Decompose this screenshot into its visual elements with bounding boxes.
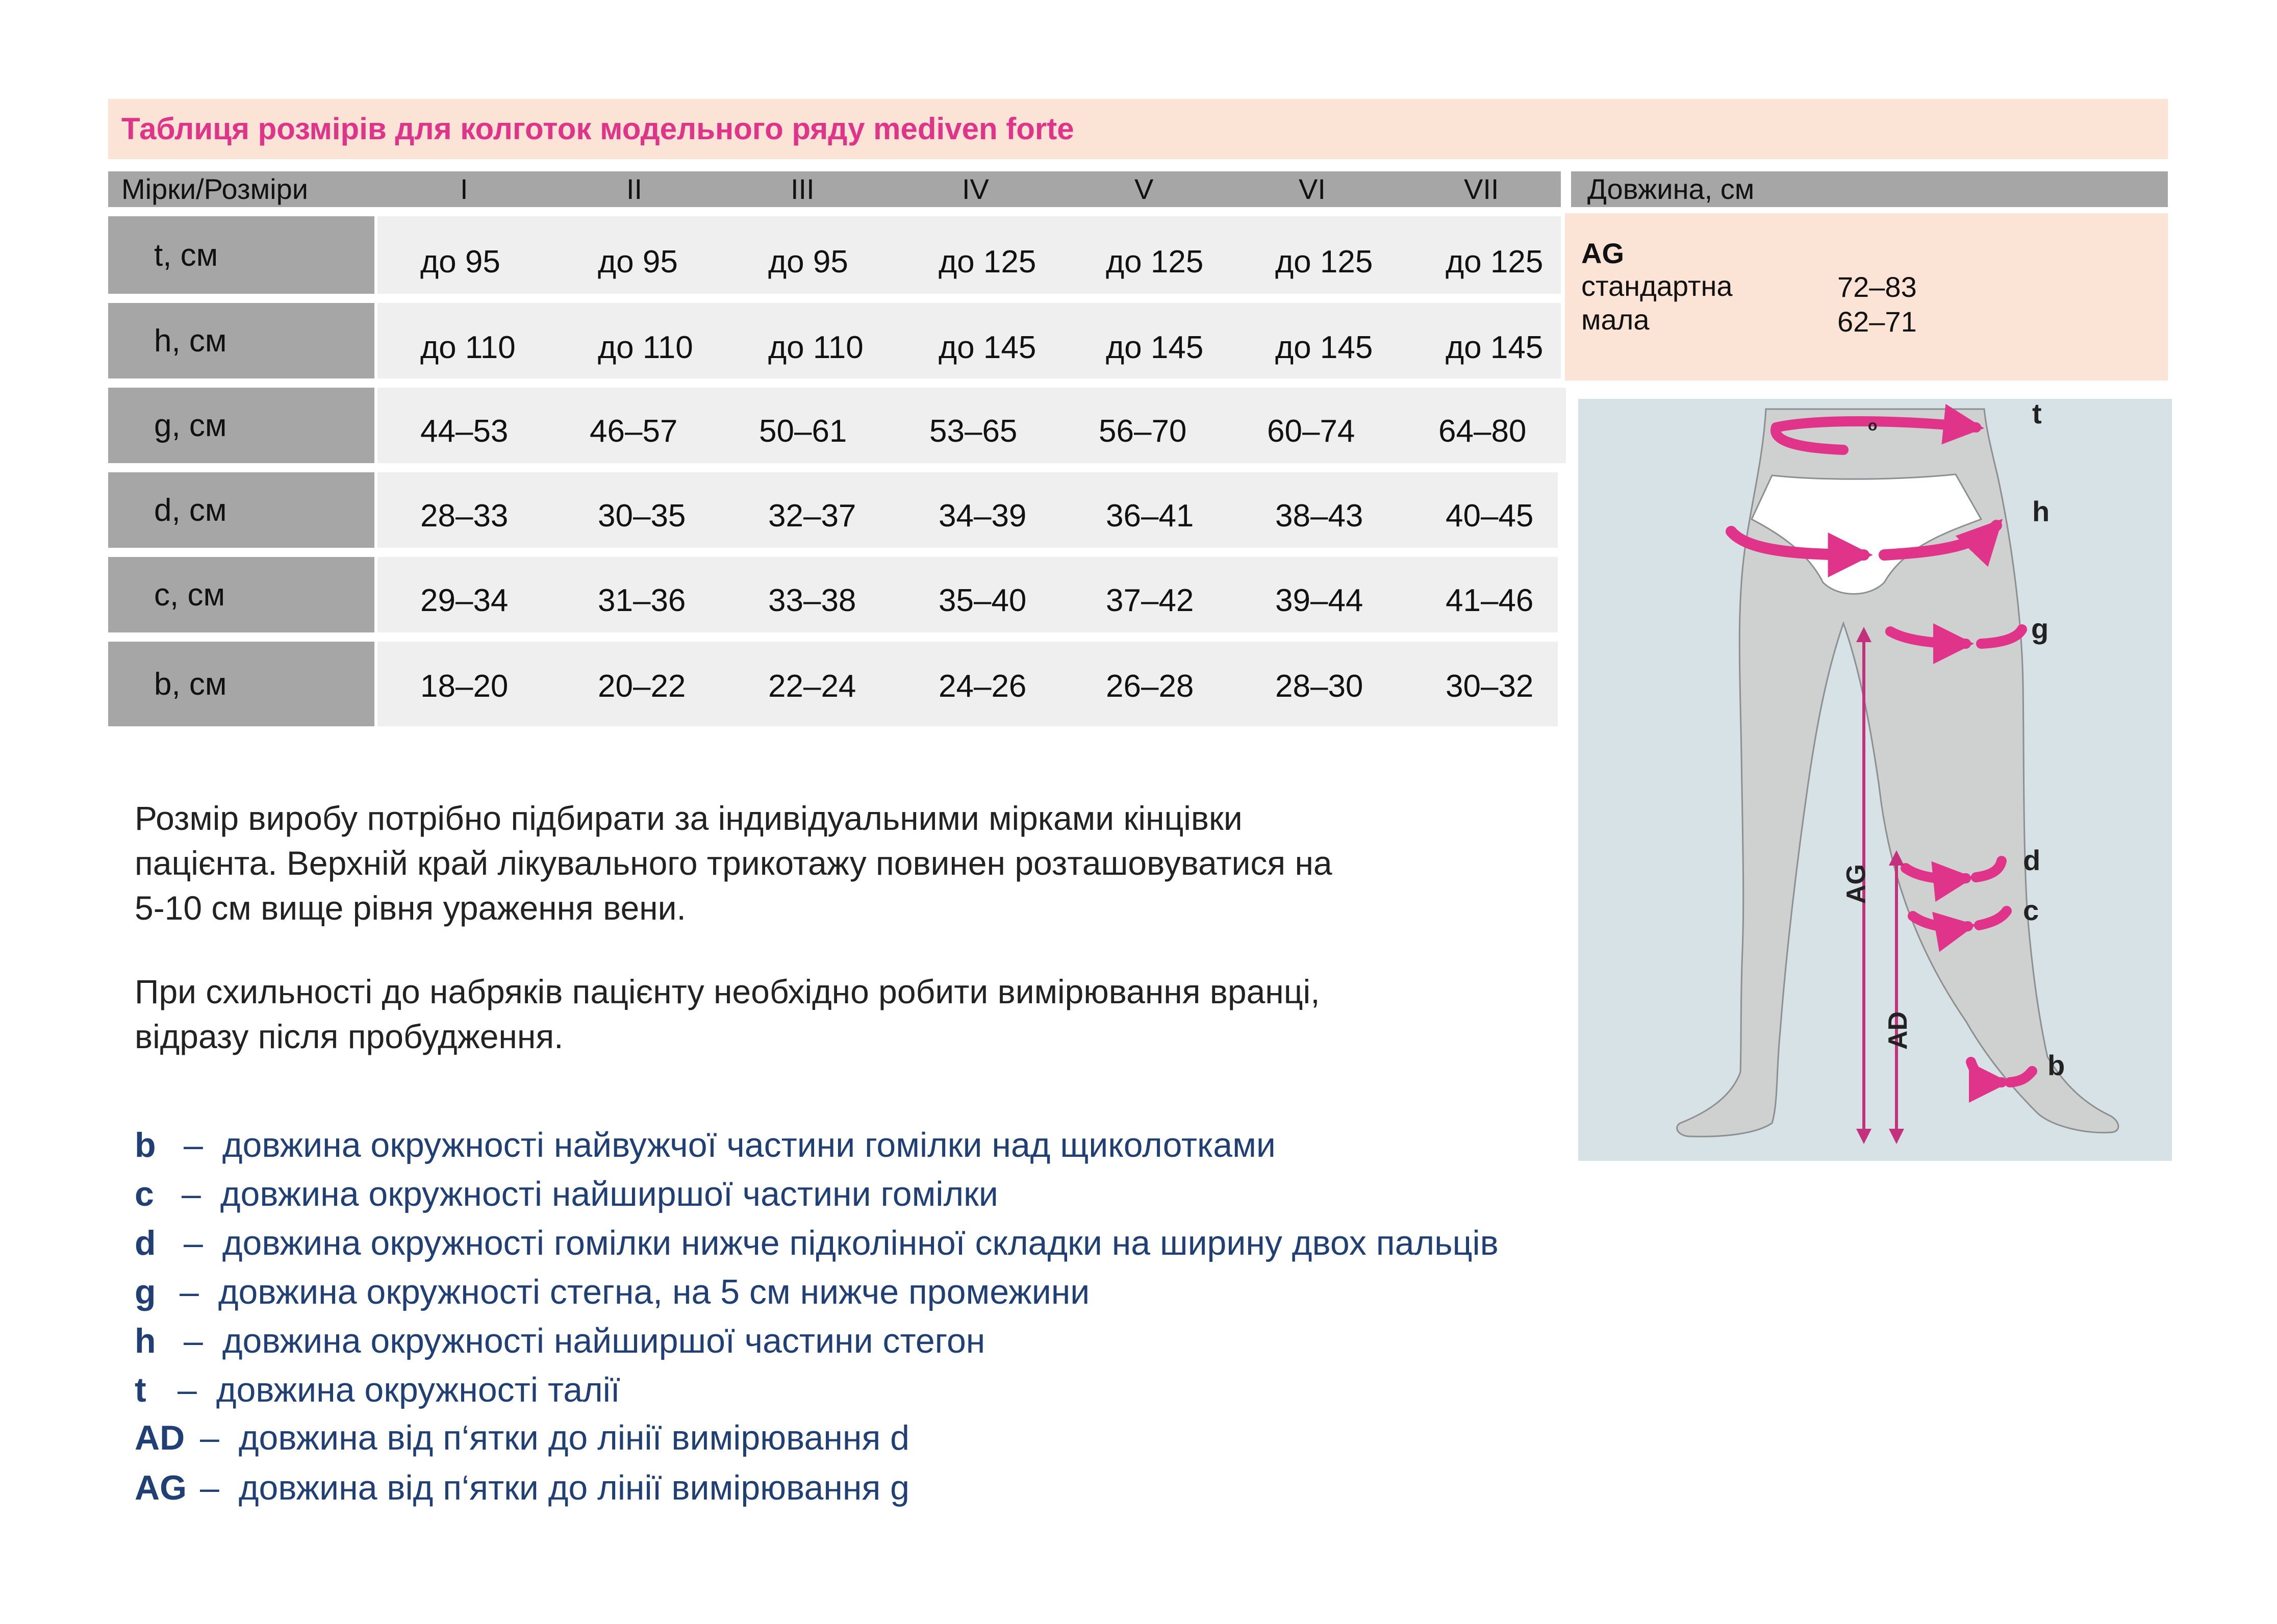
paragraph-line: Розмір виробу потрібно підбирати за індивідуальними мірками кінцівки [135, 799, 1243, 837]
table-cell: до 95 [598, 244, 678, 280]
legend-key: c [135, 1175, 154, 1213]
legend-text: довжина окружності гомілки нижче підколінної складки на ширину двох пальців [222, 1224, 1499, 1262]
table-cell: 31–36 [598, 583, 686, 618]
legend-key: AG [135, 1468, 187, 1507]
table-cell: до 145 [1275, 330, 1373, 365]
size-header-2: II [626, 173, 643, 205]
legend-item-b [135, 1125, 1276, 1165]
table-cell: до 145 [939, 330, 1036, 365]
size-header-1: I [460, 173, 468, 205]
label-h: h [2032, 495, 2050, 527]
length-item-value: 72–83 [1837, 271, 1917, 303]
legend-key: t [135, 1371, 146, 1409]
label-t: t [2032, 399, 2042, 429]
label-ad: AD [1883, 1011, 1913, 1050]
paragraph-line: пацієнта. Верхній край лікувального трикотажу повинен розташовуватися на [135, 844, 1332, 882]
legend-sep: – [200, 1418, 219, 1457]
table-header-bar [108, 171, 1561, 207]
table-cell: до 145 [1106, 330, 1204, 365]
legend-sep: – [182, 1175, 201, 1213]
legend-text: довжина окружності найвужчої частини гомілки над щиколотками [222, 1126, 1276, 1164]
table-cell: 60–74 [1267, 414, 1355, 449]
table-header-label: Мірки/Розміри [121, 173, 309, 205]
row-label: c, см [108, 557, 374, 632]
table-cell: 22–24 [768, 669, 856, 704]
table-cell: 40–45 [1446, 498, 1534, 534]
legend-sep: – [184, 1126, 203, 1164]
label-b: b [2047, 1049, 2065, 1081]
length-group: AG [1581, 237, 1624, 269]
table-cell: 33–38 [768, 583, 856, 618]
legend-text: довжина від п‘ятки до лінії вимірювання d [238, 1418, 909, 1457]
table-cell: 41–46 [1446, 583, 1534, 618]
length-item-value: 62–71 [1837, 306, 1917, 338]
size-header-5: V [1134, 173, 1154, 205]
row-label: g, см [108, 388, 374, 463]
table-cell: до 110 [598, 330, 693, 365]
table-cell: 24–26 [939, 669, 1027, 704]
label-c: c [2023, 894, 2039, 926]
paragraph-1 [135, 796, 1573, 930]
table-cell: 50–61 [759, 414, 847, 449]
size-header-3: III [791, 173, 815, 205]
length-header: Довжина, см [1587, 173, 1755, 205]
label-ag: AG [1841, 864, 1871, 904]
table-cell: до 125 [1275, 244, 1373, 280]
table-cell: до 110 [420, 330, 516, 365]
label-o: o [1868, 417, 1878, 434]
table-cell: 30–32 [1446, 669, 1534, 704]
row-label: d, см [108, 472, 374, 548]
table-cell: 38–43 [1275, 498, 1363, 534]
table-cell: до 95 [420, 244, 500, 280]
legend-key: h [135, 1322, 156, 1360]
table-cell: 28–30 [1275, 669, 1363, 704]
legend-item-g [135, 1272, 1090, 1312]
table-cell: 56–70 [1099, 414, 1187, 449]
row-label: t, см [108, 216, 374, 294]
table-cell: 18–20 [420, 669, 509, 704]
table-cell: до 145 [1446, 330, 1544, 365]
table-cell: 28–33 [420, 498, 509, 534]
legend-item-ad [135, 1418, 909, 1458]
table-cell: 26–28 [1106, 669, 1194, 704]
length-item-name: стандартна [1581, 270, 1733, 302]
table-cell: 46–57 [590, 414, 678, 449]
paragraph-line: 5-10 см вище рівня ураження вени. [135, 889, 686, 927]
size-header-4: IV [962, 173, 989, 205]
legend-sep: – [184, 1224, 203, 1262]
table-cell: до 125 [1106, 244, 1204, 280]
legend-item-d [135, 1223, 1499, 1263]
table-cell: 29–34 [420, 583, 509, 618]
row-label: b, см [108, 642, 374, 726]
legend-text: довжина окружності стегна, на 5 см нижче промежини [218, 1273, 1090, 1311]
leg-measurement-diagram [1578, 399, 2172, 1161]
legend-item-c [135, 1174, 998, 1214]
size-header-7: VII [1464, 173, 1499, 205]
legend-sep: – [178, 1371, 197, 1409]
legend-key: d [135, 1224, 156, 1262]
legend-item-t [135, 1370, 620, 1410]
legend-sep: – [180, 1273, 199, 1311]
legend-item-h [135, 1321, 985, 1361]
table-cell: 39–44 [1275, 583, 1363, 618]
size-header-6: VI [1299, 173, 1326, 205]
table-cell: 34–39 [939, 498, 1027, 534]
paragraph-2 [135, 969, 1573, 1059]
table-cell: 36–41 [1106, 498, 1194, 534]
table-cell: 44–53 [420, 414, 509, 449]
label-g: g [2031, 613, 2049, 645]
paragraph-line: При схильності до набряків пацієнту необхідно робити вимірювання вранці, [135, 973, 1320, 1010]
paragraph-line: відразу після пробудження. [135, 1018, 564, 1055]
table-cell: 64–80 [1438, 414, 1527, 449]
legend-key: AD [135, 1418, 185, 1457]
legend-key: b [135, 1126, 156, 1164]
legend-text: довжина окружності найширшої частини гомілки [220, 1175, 998, 1213]
table-cell: 35–40 [939, 583, 1027, 618]
page-title: Таблиця розмірів для колготок модельного ряду mediven forte [121, 112, 1074, 146]
legend-item-ag [135, 1468, 909, 1508]
table-cell: 30–35 [598, 498, 686, 534]
legend-text: довжина від п‘ятки до лінії вимірювання g [238, 1468, 909, 1507]
table-cell: до 110 [768, 330, 864, 365]
legend-sep: – [184, 1322, 203, 1360]
table-cell: до 95 [768, 244, 848, 280]
length-item-name: мала [1581, 303, 1650, 336]
table-cell: 37–42 [1106, 583, 1194, 618]
legend-sep: – [200, 1468, 219, 1507]
table-cell: до 125 [1446, 244, 1544, 280]
table-cell: 20–22 [598, 669, 686, 704]
legend-text: довжина окружності найширшої частини стегон [222, 1322, 985, 1360]
row-label: h, см [108, 303, 374, 378]
label-d: d [2023, 844, 2041, 876]
legend-text: довжина окружності талії [216, 1371, 620, 1409]
table-cell: 32–37 [768, 498, 856, 534]
table-cell: 53–65 [929, 414, 1018, 449]
legend-key: g [135, 1273, 156, 1311]
table-cell: до 125 [939, 244, 1036, 280]
